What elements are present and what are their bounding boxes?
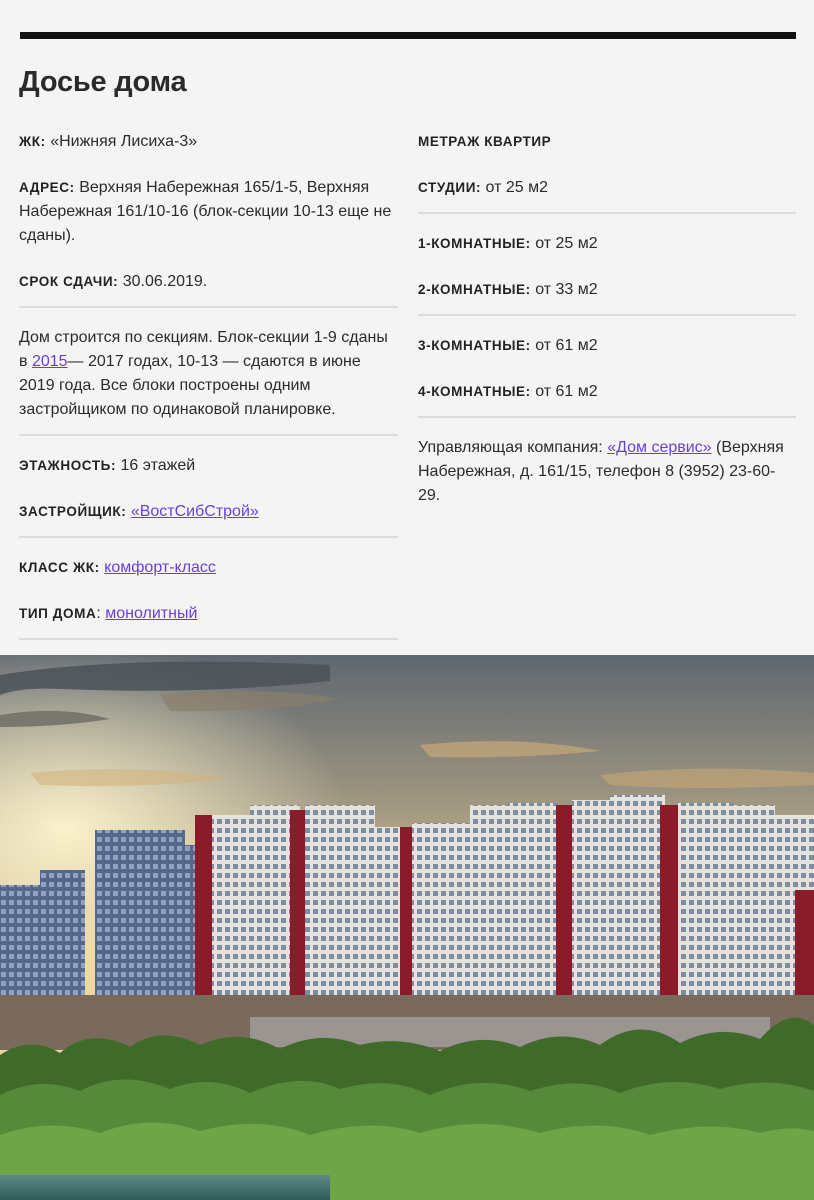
- zhk-value: «Нижняя Лисиха-3»: [50, 133, 198, 150]
- house-type-label: ТИП ДОМА: [19, 606, 97, 621]
- management-text-before: Управляющая компания:: [418, 439, 608, 456]
- sizes-header: МЕТРАЖ КВАРТИР: [418, 134, 552, 149]
- floors-label: ЭТАЖНОСТЬ:: [19, 458, 117, 473]
- four-room-value: от 61 м2: [535, 383, 598, 400]
- four-room-label: 4-КОМНАТНЫЕ:: [418, 384, 531, 399]
- deadline-value: 30.06.2019.: [122, 273, 208, 290]
- building: [412, 823, 472, 1018]
- description-row: [19, 324, 398, 436]
- zhk-label: ЖК:: [19, 134, 46, 149]
- building: [730, 805, 775, 1017]
- apartment-buildings-illustration: [0, 655, 814, 1200]
- apartment-sizes-column: [418, 128, 796, 528]
- two-room-value: от 33 м2: [535, 281, 598, 298]
- address-value: Верхняя Набережная 165/1-5, Верхняя Набережная 161/10-16 (блок-секции 10-13 еще не сданы).: [19, 179, 392, 244]
- building: [610, 795, 665, 1017]
- deadline-row: [19, 268, 398, 308]
- studio-row: [418, 174, 796, 214]
- river: [0, 1175, 330, 1200]
- building: [572, 800, 612, 1018]
- building: [305, 805, 375, 1015]
- building: [660, 805, 680, 1017]
- building: [470, 805, 510, 1017]
- monolithic-link[interactable]: монолитный: [105, 605, 198, 622]
- one-room-row: [418, 230, 796, 276]
- three-room-label: 3-КОМНАТНЫЕ:: [418, 338, 531, 353]
- building: [212, 815, 250, 1015]
- developer-link[interactable]: «ВостСибСтрой»: [130, 503, 259, 520]
- deadline-label: СРОК СДАЧИ:: [19, 274, 119, 289]
- house-type-row: [19, 600, 398, 640]
- management-company-row: [418, 434, 796, 528]
- house-dossier-left-column: [19, 128, 398, 702]
- three-room-row: [418, 332, 796, 378]
- address-row: [19, 174, 398, 268]
- description-text-before: Дом строится по секциям. Блок-секции 1-9 сданы в: [19, 329, 388, 370]
- page-title: Досье дома: [19, 66, 187, 98]
- zhk-row: [19, 128, 398, 174]
- developer-label: ЗАСТРОЙЩИК:: [19, 504, 127, 519]
- floors-value: 16 этажей: [120, 457, 196, 474]
- two-room-row: [418, 276, 796, 316]
- year-2015-link[interactable]: 2015: [31, 353, 68, 370]
- building: [508, 803, 558, 1018]
- description-text-after: — 2017 годах, 10-13 — сдаются в июне 2019 года. Все блоки построены одним застройщиком по одинаковой планировке.: [19, 353, 361, 418]
- top-divider-bar: [20, 32, 796, 39]
- class-label: КЛАСС ЖК:: [19, 560, 100, 575]
- one-room-label: 1-КОМНАТНЫЕ:: [418, 236, 531, 251]
- sizes-header-row: [418, 128, 796, 174]
- studio-label: СТУДИИ:: [418, 180, 482, 195]
- studio-value: от 25 м2: [485, 179, 549, 196]
- dom-servis-link[interactable]: «Дом сервис»: [607, 439, 712, 456]
- building: [40, 870, 85, 995]
- address-label: АДРЕС:: [19, 180, 75, 195]
- four-room-row: [418, 378, 796, 418]
- developer-row: [19, 498, 398, 538]
- management-text-after: (Верхняя Набережная, д. 161/15, телефон 8 (3952) 23-60-29.: [418, 439, 784, 504]
- floors-row: [19, 452, 398, 498]
- one-room-value: от 25 м2: [535, 235, 598, 252]
- class-row: [19, 554, 398, 600]
- residential-complex-photo: [0, 655, 814, 1200]
- comfort-class-link[interactable]: комфорт-класс: [104, 559, 216, 576]
- building: [678, 803, 733, 1017]
- two-room-label: 2-КОМНАТНЫЕ:: [418, 282, 531, 297]
- three-room-value: от 61 м2: [535, 337, 598, 354]
- house-type-colon: :: [96, 605, 101, 622]
